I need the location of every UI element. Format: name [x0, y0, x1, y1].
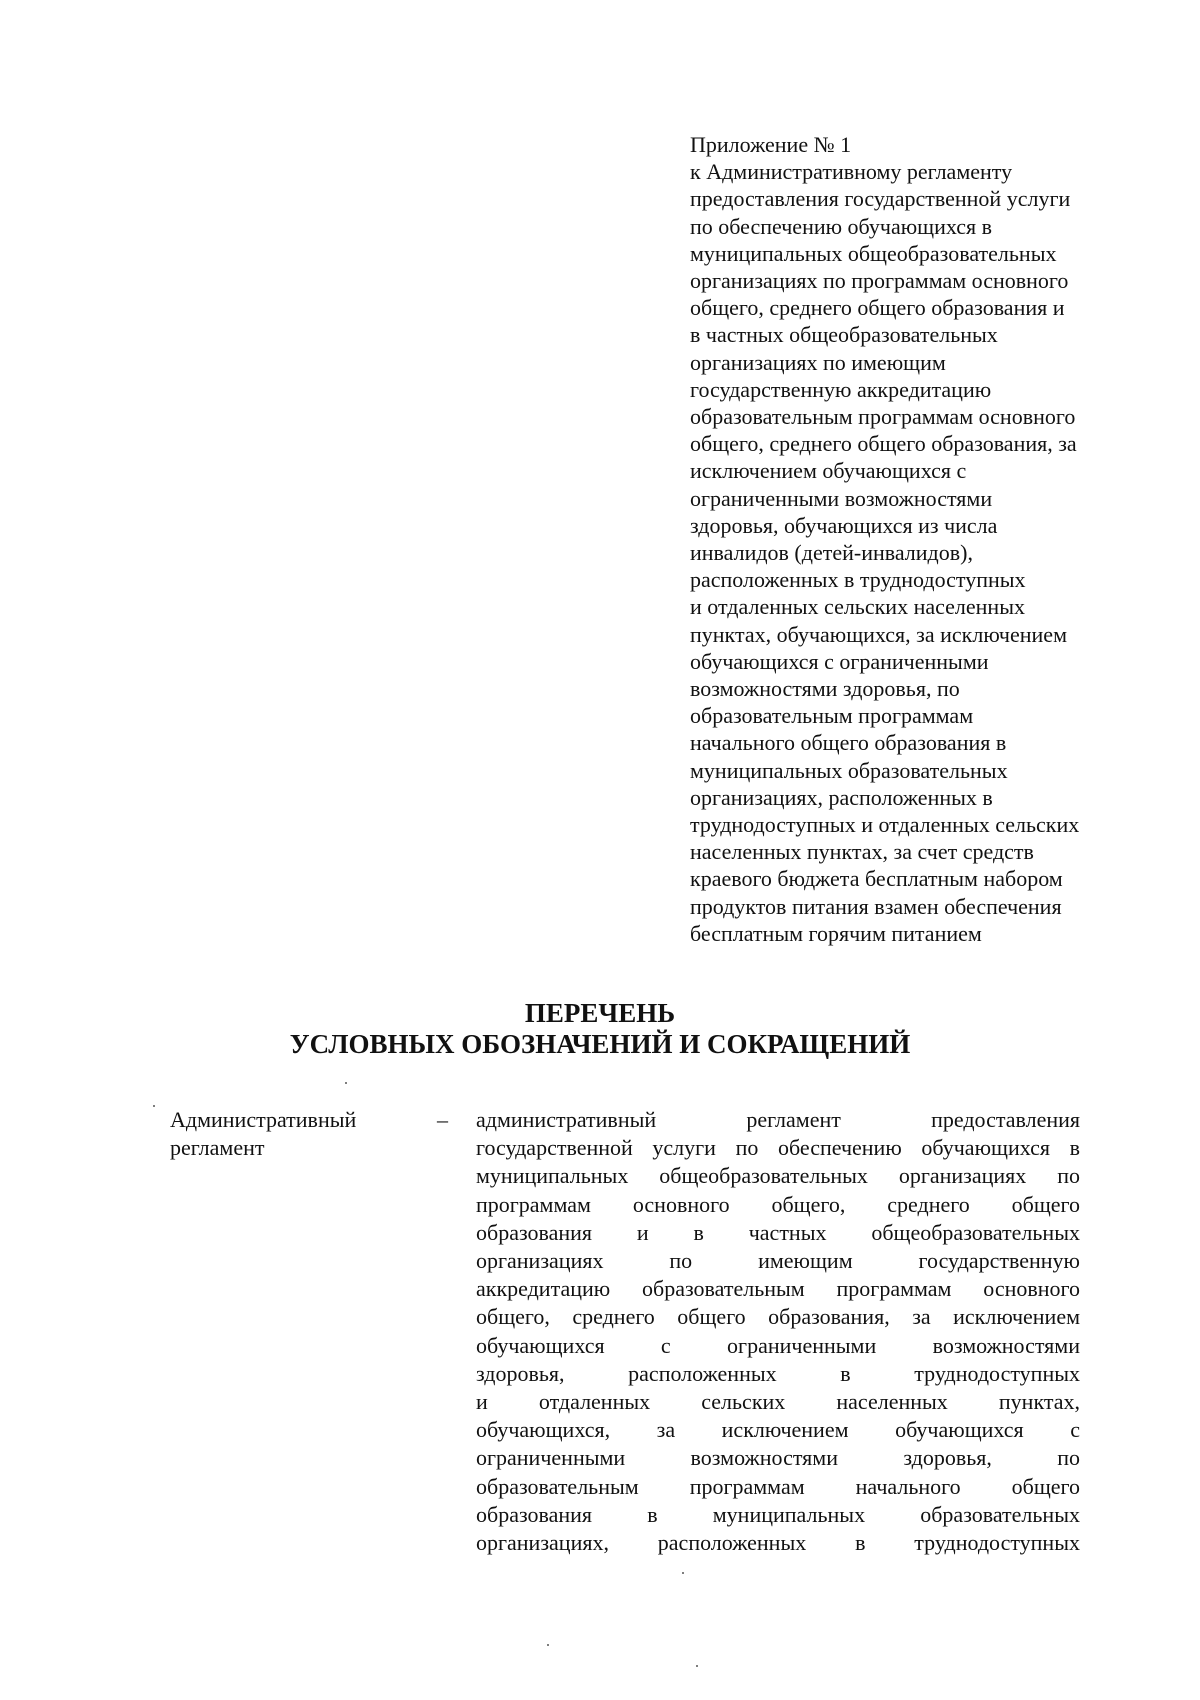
definition-line: образования в муниципальных образовательных	[476, 1501, 1080, 1527]
scan-speck	[696, 1665, 698, 1667]
appendix-line: к Административному регламенту	[690, 159, 1013, 185]
appendix-line: возможностями здоровья, по	[690, 676, 960, 702]
definition-line: образовательным программам начального общего	[476, 1473, 1080, 1499]
appendix-line: ограниченными возможностями	[690, 485, 993, 511]
appendix-line: по обеспечению обучающихся в	[690, 213, 993, 239]
appendix-line: обучающихся с ограниченными	[690, 648, 989, 674]
definition-line: ограниченными возможностями здоровья, по	[476, 1445, 1080, 1471]
appendix-line: продуктов питания взамен обеспечения	[690, 893, 1062, 919]
appendix-line: муниципальных образовательных	[690, 757, 1008, 783]
appendix-line: и отдаленных сельских населенных	[690, 594, 1025, 620]
appendix-header	[690, 131, 1160, 947]
appendix-line: краевого бюджета бесплатным набором	[690, 866, 1063, 892]
appendix-line: населенных пунктах, за счет средств	[690, 839, 1034, 865]
term-line: регламент	[170, 1135, 265, 1160]
appendix-line: начального общего образования в	[690, 730, 1007, 756]
appendix-line: в частных общеобразовательных	[690, 322, 998, 348]
appendix-line: предоставления государственной услуги	[690, 186, 1071, 212]
appendix-line: организациях по имеющим	[690, 349, 946, 375]
definition-line: образования и в частных общеобразовательных	[476, 1219, 1080, 1245]
scan-speck	[153, 1105, 155, 1107]
scan-speck	[547, 1644, 549, 1646]
appendix-line: общего, среднего общего образования и	[690, 295, 1065, 321]
definition-line: государственной услуги по обеспечению обучающихся в	[476, 1135, 1080, 1161]
definition-line: и отдаленных сельских населенных пунктах,	[476, 1389, 1080, 1415]
appendix-line: пунктах, обучающихся, за исключением	[690, 621, 1067, 647]
definition-line: обучающихся с ограниченными возможностями	[476, 1332, 1080, 1358]
appendix-line: Приложение № 1	[690, 132, 852, 157]
appendix-line: организациях, расположенных в	[690, 784, 993, 810]
scan-speck	[345, 1082, 347, 1084]
appendix-line: инвалидов (детей-инвалидов),	[690, 540, 973, 566]
title-line-1: ПЕРЕЧЕНЬ	[524, 998, 676, 1028]
definition-line: административный регламент предоставления	[476, 1107, 1080, 1132]
definition-line: программам основного общего, среднего общего	[476, 1191, 1080, 1217]
appendix-line: государственную аккредитацию	[690, 376, 992, 402]
definition-line: аккредитацию образовательным программам основного	[476, 1276, 1080, 1302]
definition-line: организациях, расположенных в труднодоступных	[476, 1530, 1080, 1556]
title-line-2: УСЛОВНЫХ ОБОЗНАЧЕНИЙ И СОКРАЩЕНИЙ	[289, 1029, 911, 1059]
definition-line: организациях по имеющим государственную	[476, 1248, 1080, 1274]
document-title	[0, 998, 1200, 1060]
appendix-line: муниципальных общеобразовательных	[690, 240, 1057, 266]
appendix-line: труднодоступных и отдаленных сельских	[690, 812, 1080, 838]
appendix-line: организациях по программам основного	[690, 268, 1069, 294]
entry-dash: –	[437, 1107, 448, 1132]
appendix-line: бесплатным горячим питанием	[690, 920, 982, 946]
definition-line: обучающихся, за исключением обучающихся с	[476, 1417, 1080, 1443]
definition-line: общего, среднего общего образования, за исключением	[476, 1304, 1080, 1330]
appendix-line: расположенных в труднодоступных	[690, 567, 1026, 593]
appendix-line: исключением обучающихся с	[690, 458, 967, 484]
appendix-line: образовательным программам	[690, 703, 974, 729]
term-line: Административный	[170, 1107, 357, 1132]
definition-line: муниципальных общеобразовательных организациях по	[476, 1163, 1080, 1189]
entry-definition	[476, 1106, 1080, 1557]
definition-line: здоровья, расположенных в труднодоступных	[476, 1360, 1080, 1386]
appendix-line: здоровья, обучающихся из числа	[690, 512, 998, 538]
appendix-line: общего, среднего общего образования, за	[690, 431, 1077, 457]
scan-speck	[682, 1572, 684, 1574]
appendix-line: образовательным программам основного	[690, 404, 1076, 430]
entry-term	[170, 1106, 430, 1162]
